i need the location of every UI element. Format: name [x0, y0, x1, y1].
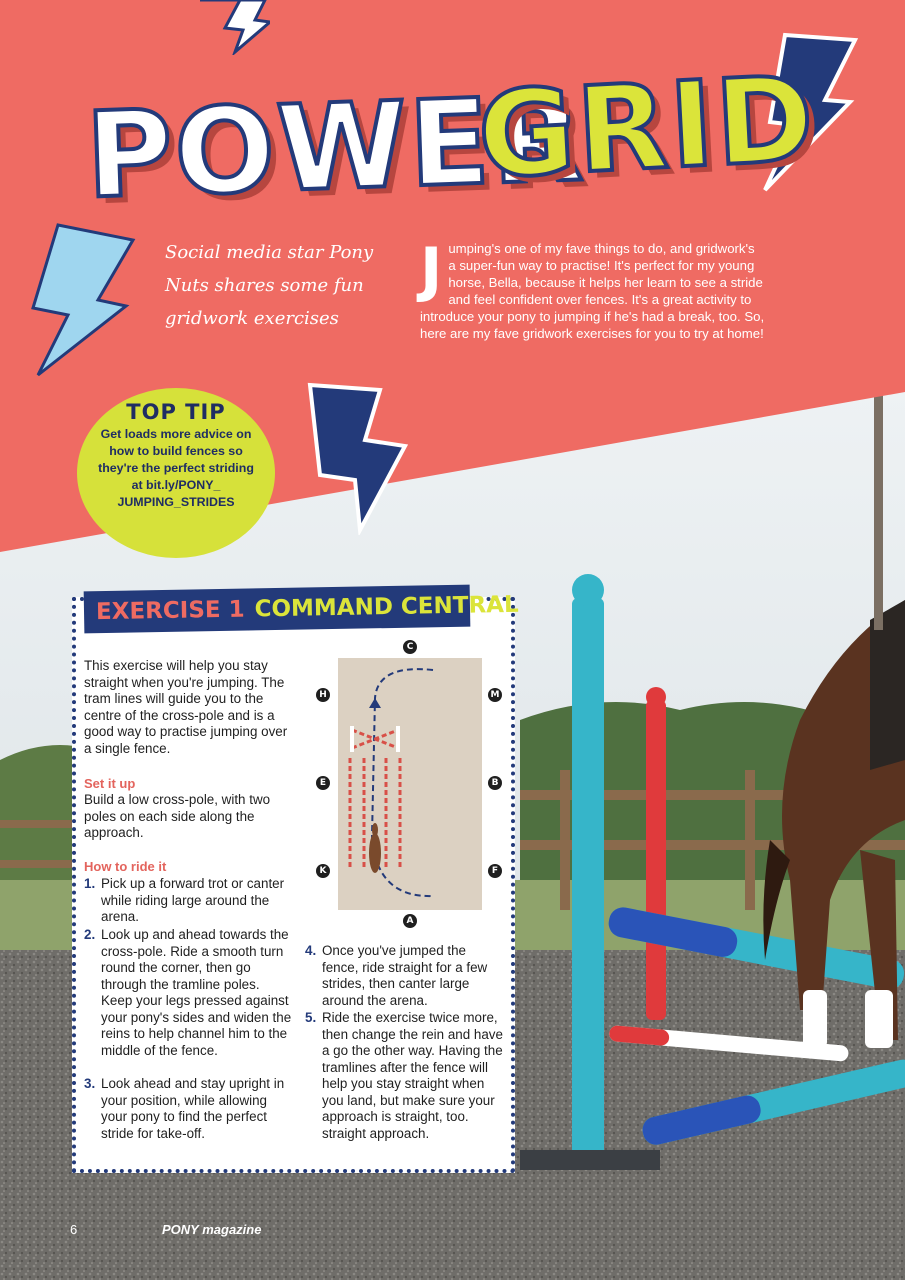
drop-cap: J	[420, 235, 443, 305]
step-text: Look up and ahead towards the cross-pole. Ride a smooth turn round the corner, then go through the tramline poles. Keep your legs pressed against your pony's sides and widen the reins to help channel him to the middle of the fence.	[101, 927, 292, 1058]
step-number: 2.	[84, 927, 96, 942]
exercise-heading	[84, 585, 519, 634]
red-post	[646, 700, 666, 1020]
step-text: Look ahead and stay upright in your position, while allowing your pony to find the perfect stride for take-off.	[101, 1076, 285, 1141]
post-base	[520, 1150, 660, 1170]
step-number: 1.	[84, 876, 96, 891]
magazine-name: PONY magazine	[162, 1222, 262, 1237]
lightning-bolt-icon	[28, 220, 143, 380]
how-to-ride-heading: How to ride it	[84, 859, 167, 874]
top-tip-title: TOP TIP	[126, 400, 226, 424]
arena-marker-a: A	[403, 914, 417, 928]
red-post-cap	[646, 687, 666, 707]
arena-marker-b: B	[488, 776, 502, 790]
arena-marker-e: E	[316, 776, 330, 790]
arena-marker-c: C	[403, 640, 417, 654]
standfirst: Social media star Pony Nuts shares some fun gridwork exercises	[165, 242, 374, 329]
arena-marker-h: H	[316, 688, 330, 702]
arena-marker-m: M	[488, 688, 502, 702]
step-text: Pick up a forward trot or canter while riding large around the arena.	[101, 876, 285, 924]
set-it-up-text: Build a low cross-pole, with two poles on each side along the approach.	[84, 792, 271, 840]
arena-route	[338, 658, 482, 910]
lightning-bolt-icon	[305, 380, 415, 535]
intro-paragraph	[420, 235, 765, 342]
teal-post-cap	[572, 574, 604, 606]
exercise-number: EXERCISE 1	[95, 596, 245, 626]
lightning-bolt-icon	[195, 0, 270, 55]
step-number: 4.	[305, 943, 317, 958]
far-post	[874, 390, 883, 630]
step-number: 3.	[84, 1076, 96, 1091]
title-power: POWER	[83, 69, 587, 225]
arena-diagram	[338, 658, 482, 910]
teal-post	[572, 598, 604, 1158]
top-tip-badge	[77, 388, 275, 558]
arena-marker-f: F	[488, 864, 502, 878]
set-it-up-heading: Set it up	[84, 776, 136, 791]
top-tip-text: Get loads more advice on how to build fences so they're the perfect striding at bit.ly/PONY_ JUMPING_STRIDES	[98, 427, 254, 509]
title-grid: GRID	[474, 49, 819, 205]
step-text: Once you've jumped the fence, ride straight for a few strides, then canter large around the arena.	[322, 943, 488, 1008]
page-number: 6	[70, 1222, 78, 1237]
intro-body: umping's one of my fave things to do, and gridwork's a super-fun way to practise! It's perfect for my young horse, Bella, because it helps her learn to see a stride and feel confident over fences. It's a great activity to introduce your pony to jumping if he's had a break, too. So, here are my fave gridwork exercises for you to try at home!	[420, 241, 765, 341]
step-number: 5.	[305, 1010, 317, 1025]
step-text: Ride the exercise twice more, then change the rein and have a go the other way. Having the tramlines after the fence will help you stay straight when you land, but make sure your approach is straight, too. straight approach.	[322, 1010, 503, 1141]
exercise-intro: This exercise will help you stay straight when you're jumping. The tram lines will guide you to the centre of the cross-pole and is a good way to practise jumping over a single fence.	[84, 658, 288, 756]
arena-marker-k: K	[316, 864, 330, 878]
exercise-name: COMMAND CENTRAL	[254, 591, 519, 623]
